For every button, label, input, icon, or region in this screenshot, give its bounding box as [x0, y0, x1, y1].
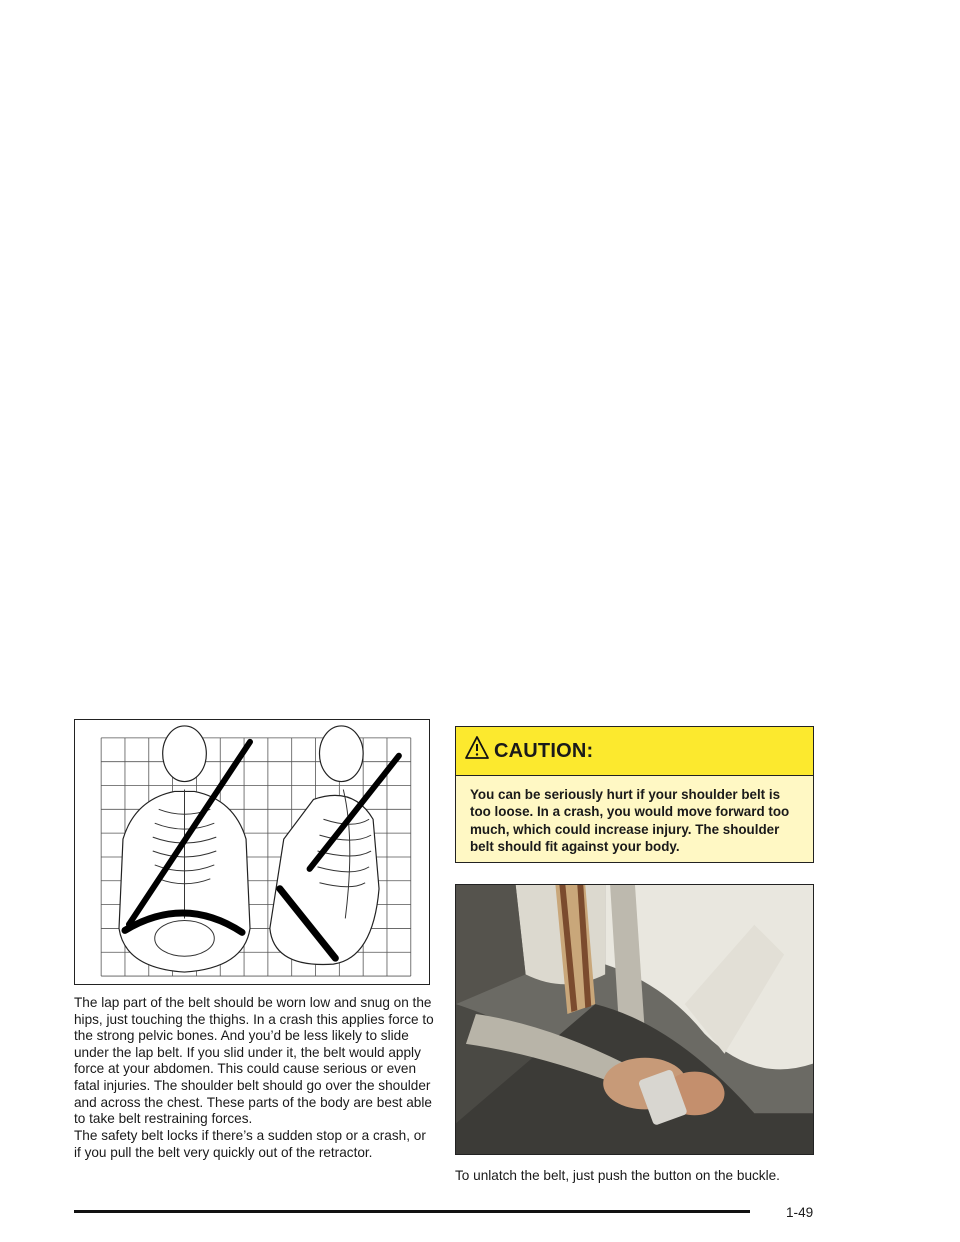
- caution-header: [456, 727, 813, 776]
- body-paragraph-belt-locks: The safety belt locks if there’s a sudden stop or a crash, or if you pull the belt very quickly out of the retractor.: [74, 1128, 426, 1160]
- page-number: 1-49: [786, 1205, 814, 1220]
- footer-rule: [74, 1210, 750, 1213]
- caution-title: CAUTION:: [494, 739, 594, 762]
- seatbelt-skeleton-figure: [74, 719, 430, 985]
- buckle-unlatch-figure: [455, 884, 814, 1155]
- warning-triangle-icon: [464, 735, 490, 761]
- buckle-unlatch-photo: [456, 885, 813, 1154]
- seatbelt-skeleton-diagram: [75, 720, 429, 984]
- caution-box: [455, 726, 814, 863]
- body-paragraph-lap-belt: The lap part of the belt should be worn low and snug on the hips, just touching the thighs. In a crash this applies force to the strong pelvic bones. And you’d be less likely to slide under the lap belt. If you slid under it, the belt would apply force at your abdomen. This could cause serious or even fatal injuries. The shoulder belt should go over the shoulder and across the chest. These parts of the body are best able to take belt restraining forces.: [74, 995, 434, 1127]
- buckle-caption: To unlatch the belt, just push the button on the buckle.: [455, 1168, 780, 1183]
- caution-body: You can be seriously hurt if your shoulder belt is too loose. In a crash, you would move forward too much, which could increase injury. The shoulder belt should fit against your body.: [456, 776, 813, 862]
